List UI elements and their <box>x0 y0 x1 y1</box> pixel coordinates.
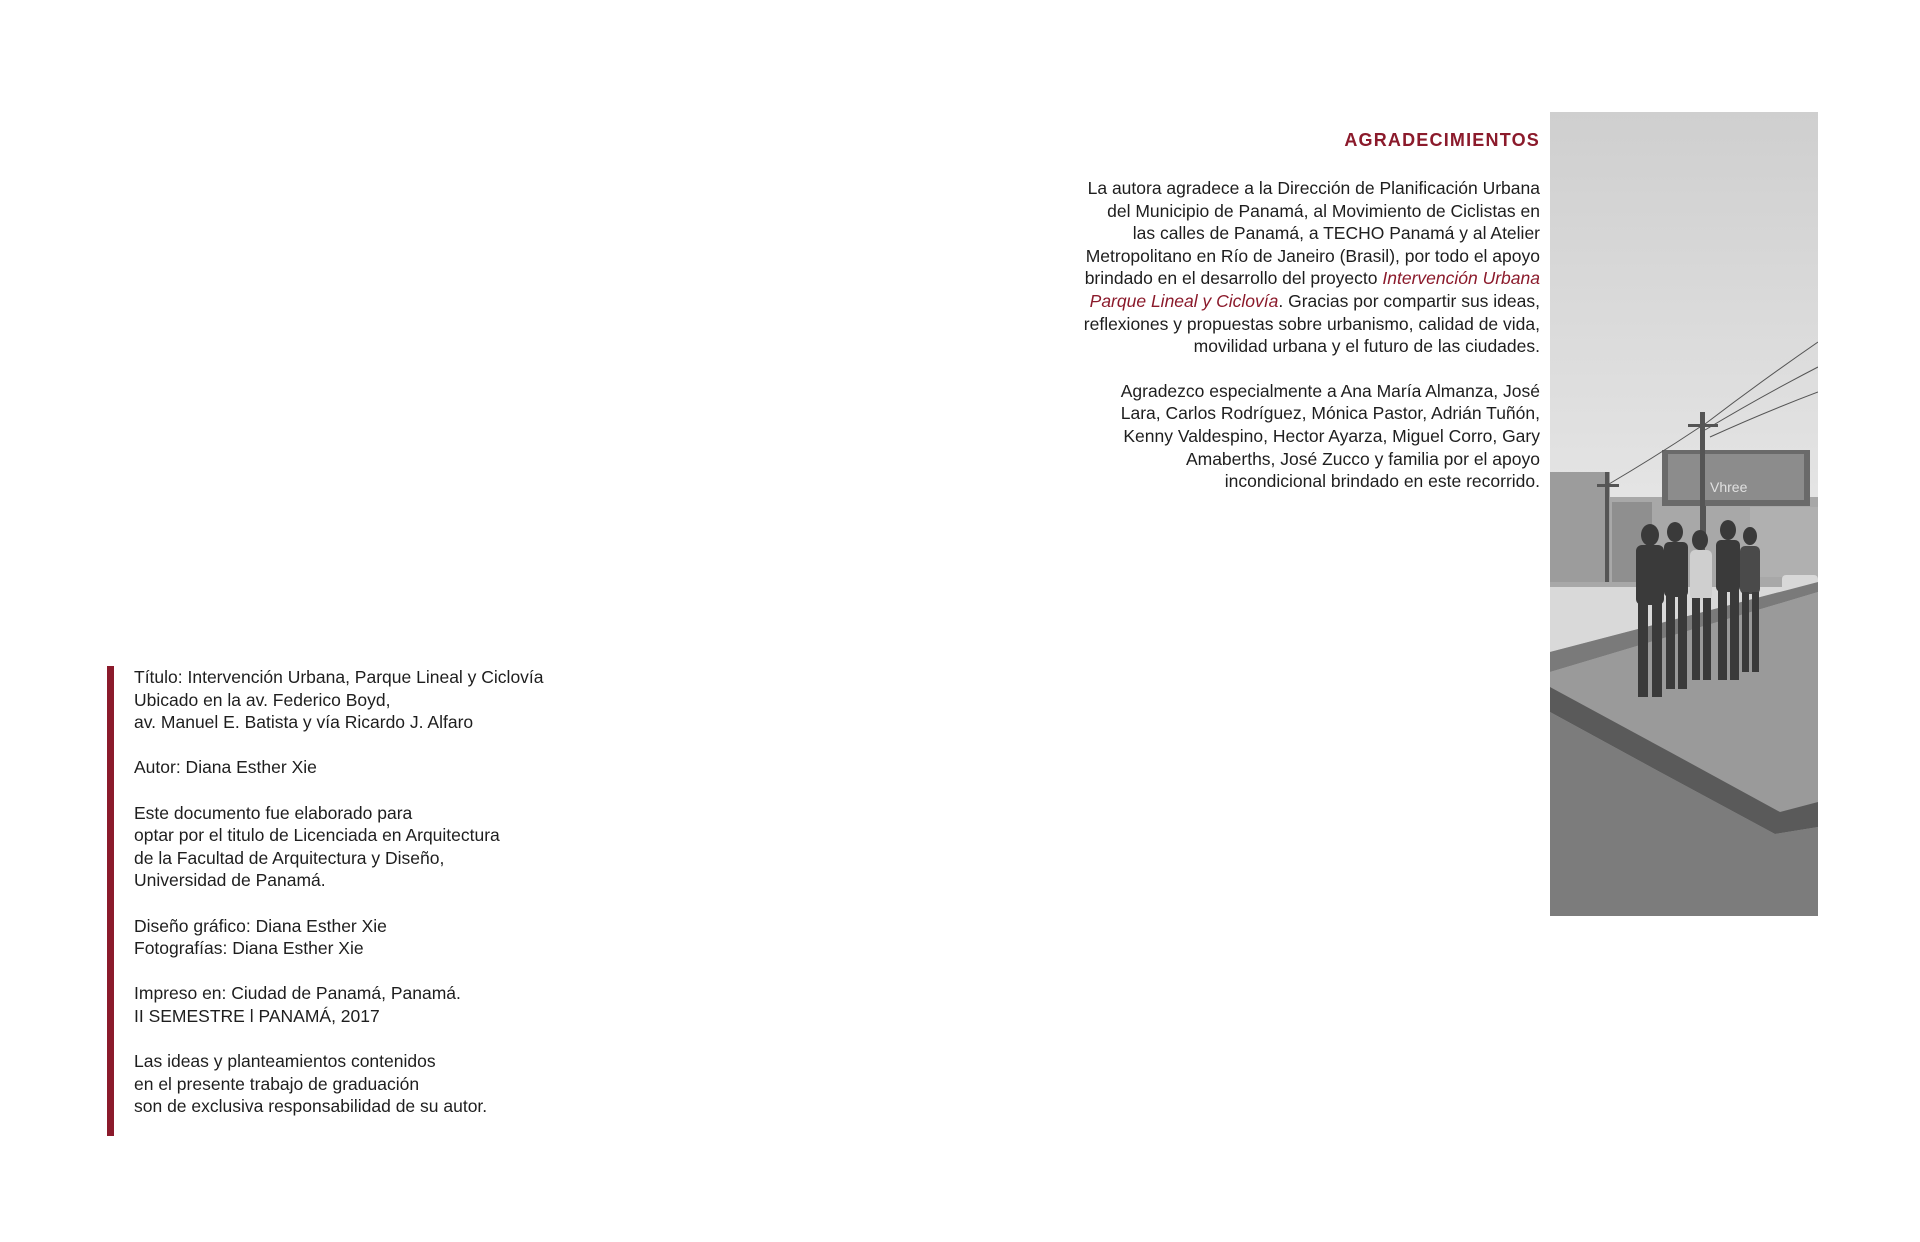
billboard-text: Vhree <box>1710 479 1748 495</box>
credit-line: en el presente trabajo de graduación <box>134 1073 420 1094</box>
acknowledgements-title: AGRADECIMIENTOS <box>1344 130 1540 150</box>
credit-line: Las ideas y planteamientos contenidos <box>134 1051 436 1072</box>
credit-line: Título: Intervención Urbana, Parque Lineal y Ciclovía <box>134 667 544 687</box>
credit-line: av. Manuel E. Batista y vía Ricardo J. Alfaro <box>134 712 474 733</box>
credit-line: Este documento fue elaborado para <box>134 802 413 823</box>
credit-line: Diseño gráfico: Diana Esther Xie <box>134 915 387 936</box>
credit-group-print <box>134 982 667 1027</box>
credits-section <box>107 666 667 1136</box>
acknowledgements-section <box>1080 130 1540 515</box>
credit-line: de la Facultad de Arquitectura y Diseño, <box>134 847 445 868</box>
credit-group-author <box>134 756 667 779</box>
acknowledgements-paragraph-1-start: La autora agradece a la Dirección de Planificación Urbana del Municipio de Panamá, al Movimiento de Ciclistas en las calles de Panamá, a TECHO Panamá y al Atelier Metropolitano en Río de Janeiro (Brasil), por todo el apoyo brindado en el desarrollo del proyecto <box>1084 178 1540 289</box>
project-title-italic: Intervención Urbana Parque Lineal y Ciclovía <box>1089 268 1540 311</box>
acknowledgements-paragraph-2: Agradezco especialmente a Ana María Almanza, José Lara, Carlos Rodríguez, Mónica Pastor, Adrián Tuñón, Kenny Valdespino, Hector Ayarza, Miguel Corro, Gary Amaberths, José Zucco y familia por el apoyo incondicional brindado en este recorrido. <box>1120 380 1540 492</box>
credit-line: Impreso en: Ciudad de Panamá, Panamá. <box>134 983 461 1004</box>
street-photo <box>1550 112 1818 916</box>
credit-line: Autor: Diana Esther Xie <box>134 757 317 778</box>
credit-line: son de exclusiva responsabilidad de su autor. <box>134 1096 488 1117</box>
credit-line: optar por el titulo de Licenciada en Arquitectura <box>134 825 500 846</box>
credit-group-purpose <box>134 802 667 892</box>
acknowledgements-paragraph-1-end: . Gracias por compartir sus ideas, reflexiones y propuestas sobre urbanismo, calidad de vida, movilidad urbana y el futuro de las ciudades. <box>1083 290 1540 357</box>
street-photo-illustration <box>1550 112 1818 916</box>
credit-line: Ubicado en la av. Federico Boyd, <box>134 689 391 710</box>
credit-group-design <box>134 915 667 960</box>
acknowledgements-paragraph-1 <box>1080 177 1540 358</box>
credit-group-disclaimer <box>134 1050 667 1118</box>
credit-line: Fotografías: Diana Esther Xie <box>134 938 364 959</box>
credit-group-title <box>134 666 667 734</box>
credit-line: Universidad de Panamá. <box>134 870 326 891</box>
credit-line: II SEMESTRE l PANAMÁ, 2017 <box>134 1005 380 1026</box>
